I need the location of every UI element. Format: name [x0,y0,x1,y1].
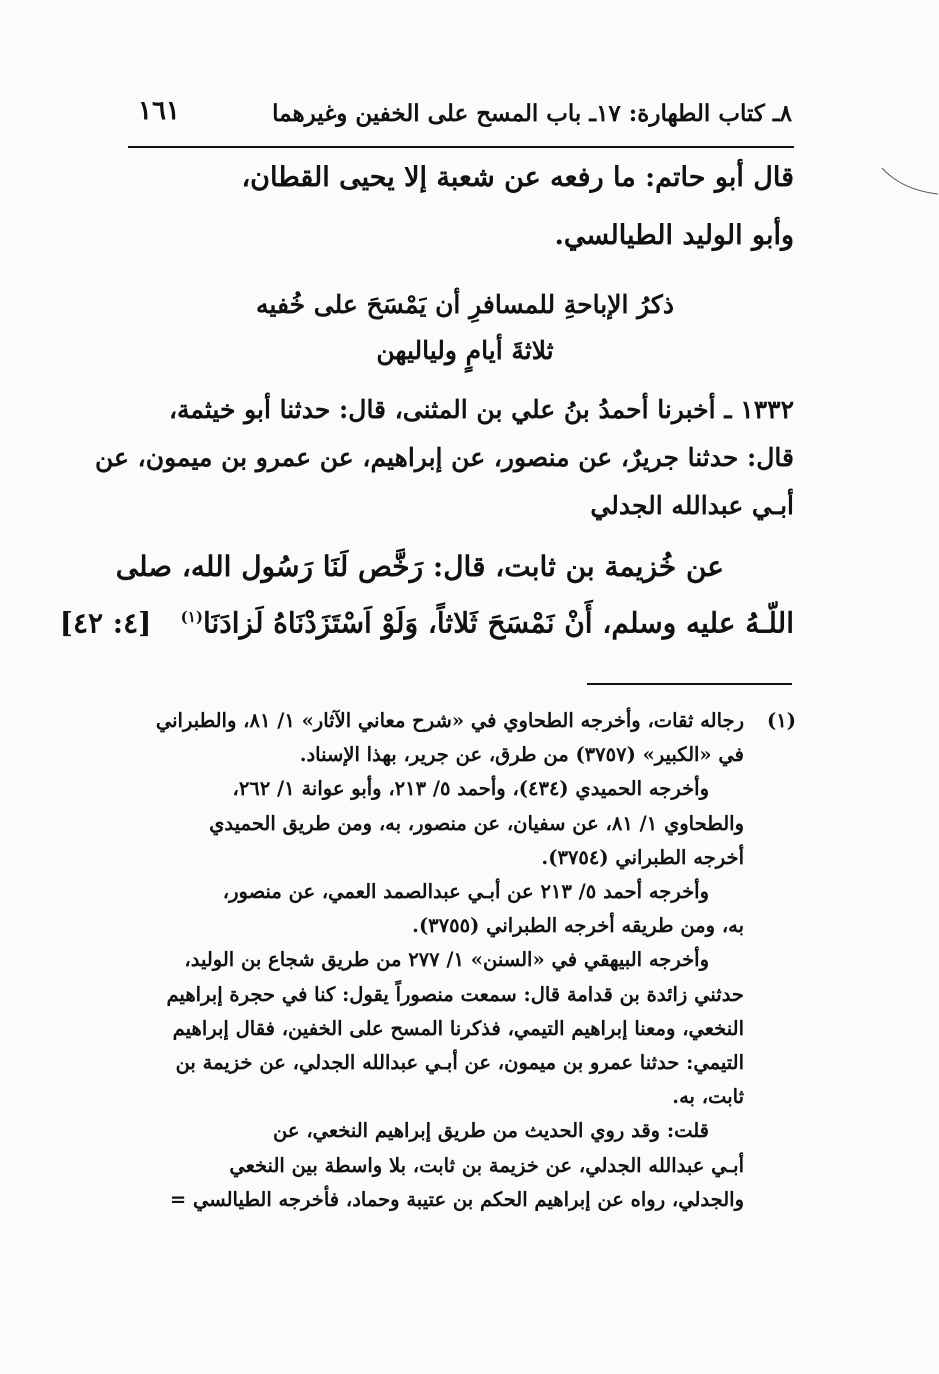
hadith-matn [59,542,794,648]
page-number: ١٦١ [138,96,180,126]
footnote-line: قلت: وقد روي الحديث من طريق إبراهيم النخعي، عن [273,1119,709,1143]
hadith-reference: [٤: ٤٢] [59,606,152,640]
matn-text: اللّـهُ عليه وسلم، أَنْ نَمْسَحَ ثَلاثاً، وَلَوْ اَسْتَزَدْنَاهُ لَزادَنَا [202,606,794,640]
margin-scratch-mark [880,160,939,200]
page-header [120,96,792,136]
isnad-line: ١٣٣٢ ـ أخبرنا أحمدُ بنُ علي بن المثنى، قال: حدثنا أبو خيثمة، [168,395,794,424]
matn-line [59,592,794,648]
footnote-line: حدثني زائدة بن قدامة قال: سمعت منصوراً يقول: كنا في حجرة إبراهيم [166,982,744,1006]
intro-line-2: وأبو الوليد الطيالسي. [554,220,794,251]
footnote-line: أبـي عبدالله الجدلي، عن خزيمة بن ثابت، بلا واسطة بين النخعي [229,1153,744,1177]
footnote-line: وأخرجه الحميدي (٤٣٤)، وأحمد ٥/ ٢١٣، وأبو عوانة ١/ ٢٦٢، [232,777,709,801]
footnote-line: أخرجه الطبراني (٣٧٥٤). [541,845,744,869]
footnotes [128,704,794,1217]
running-head: ٨ـ كتاب الطهارة: ١٧ـ باب المسح على الخفين وغيرهما [272,100,792,127]
footnote-line: وأخرجه البيهقي في «السنن» ١/ ٢٧٧ من طريق شجاع بن الوليد، [184,948,709,972]
matn-line: عن خُزيمة بن ثابت، قال: رَخَّص لَنَا رَسُول الله، صلى [115,550,724,583]
footnote-line: به، ومن طريقه أخرجه الطبراني (٣٧٥٥). [412,914,744,938]
hadith-isnad [95,386,794,530]
section-heading-line-1: ذكرُ الإباحةِ للمسافرِ أن يَمْسَحَ على خُفيه [256,290,674,319]
footnote-line: التيمي: حدثنا عمرو بن ميمون، عن أبـي عبدالله الجدلي، عن خزيمة بن [175,1051,744,1075]
footnote-line: النخعي، ومعنا إبراهيم التيمي، فذكرنا المسح على الخفين، فقال إبراهيم [172,1016,744,1040]
footnote-line: في «الكبير» (٣٧٥٧) من طرق، عن جرير، بهذا الإسناد. [299,743,744,767]
footnote-line: ثابت، به. [672,1085,744,1109]
intro-line-1: قال أبو حاتم: ما رفعه عن شعبة إلا يحيى القطان، [241,162,794,193]
header-rule [128,146,794,148]
footnote-number: (١) [767,709,796,732]
section-heading-line-2: ثلاثةَ أيامٍ ولياليهن [376,336,554,365]
footnote-line: والطحاوي ١/ ٨١، عن سفيان، عن منصور، به، ومن طريق الحميدي [209,811,744,835]
isnad-line: أبـي عبدالله الجدلي [590,491,794,520]
footnote-text: رجاله ثقات، وأخرجه الطحاوي في «شرح معاني الآثار» ١/ ٨١، والطبراني [155,709,744,732]
footnote-line: والجدلي، رواه عن إبراهيم الحكم بن عتيبة وحماد، فأخرجه الطيالسي = [169,1187,744,1211]
footnote-marker[interactable]: (١) [180,608,203,626]
footnote-line [128,704,794,738]
footnote-line: وأخرجه أحمد ٥/ ٢١٣ عن أبـي عبدالصمد العمي، عن منصور، [222,880,709,904]
isnad-line: قال: حدثنا جريرٌ، عن منصور، عن إبراهيم، عن عمرو بن ميمون، عن [95,443,794,472]
footnote-rule [587,683,792,685]
